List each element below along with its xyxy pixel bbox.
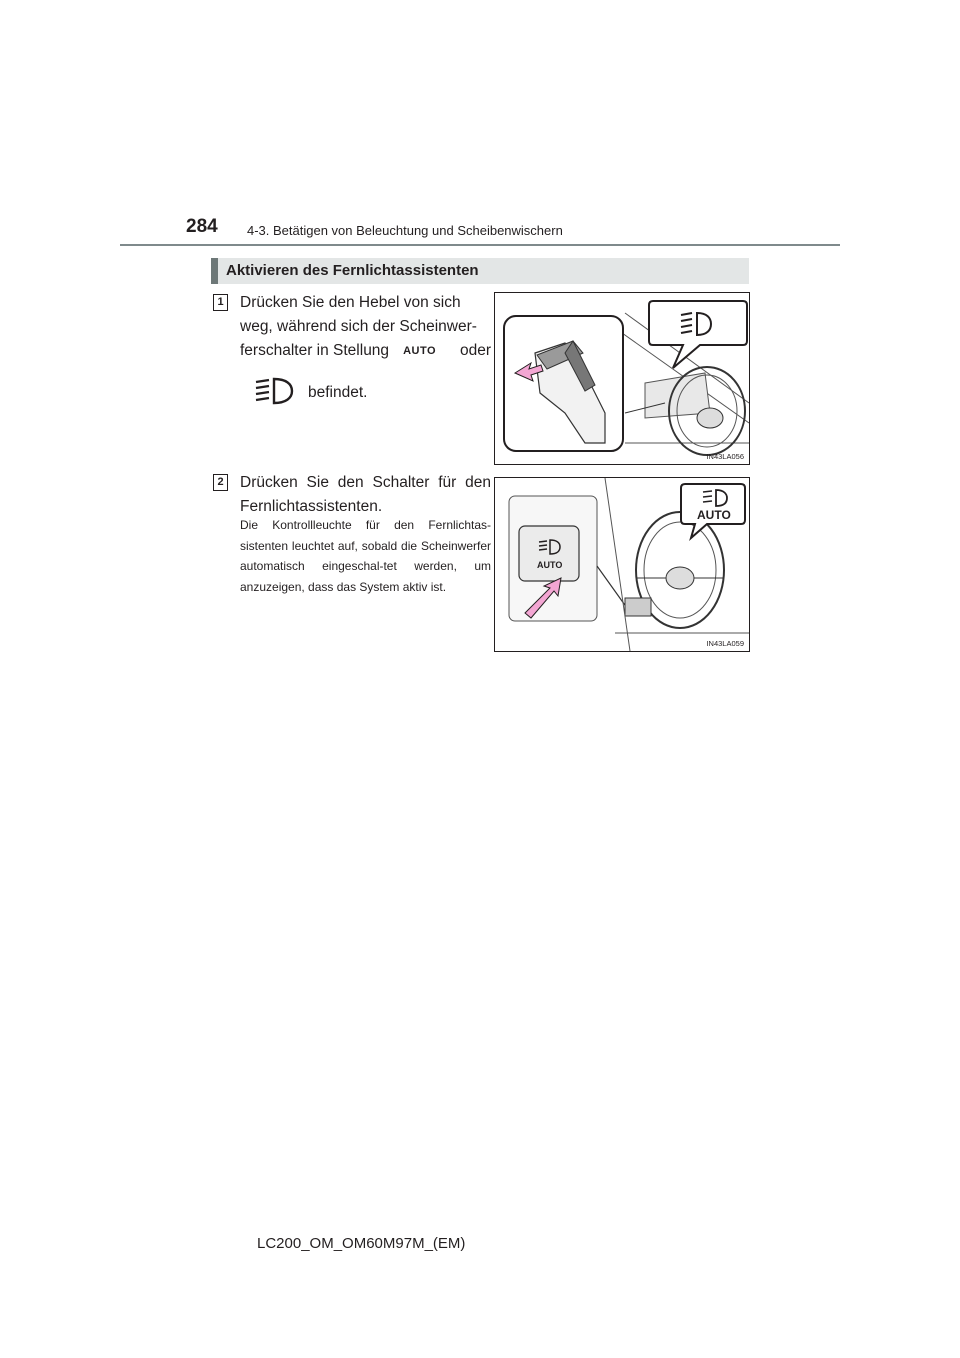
page-number: 284 [186, 216, 218, 237]
section-title: Aktivieren des Fernlichtassistenten [226, 262, 479, 279]
step-number-1: 1 [213, 294, 228, 311]
chapter-title: 4-3. Betätigen von Beleuchtung und Scheibenwischern [247, 223, 563, 238]
step-1-line-3 [240, 339, 491, 363]
step-2-text: Drücken Sie den Schalter für den Fernlichtassistenten. [240, 474, 491, 515]
lever-illustration [495, 293, 749, 464]
step-2-note: Die Kontrollleuchte für den Fernlichtas-sistenten leuchtet auf, sobald die Scheinwerfer automatisch eingeschal-tet werden, um anzuzeigen, dass das System aktiv ist. [240, 518, 491, 594]
auto-label-bubble: AUTO [697, 508, 731, 522]
step-1-line-1: Drücken Sie den Hebel von sich [240, 294, 461, 311]
section-heading-bar [211, 258, 749, 284]
step-1-line-3-a: ferschalter in Stellung [240, 342, 390, 359]
step-number-2: 2 [213, 474, 228, 491]
switch-illustration [495, 478, 749, 651]
figure-code-1: IN43LA056 [706, 452, 744, 461]
step-1-line-3-b: oder [459, 342, 491, 359]
figure-code-2: IN43LA059 [706, 639, 744, 648]
step-1-text [240, 291, 491, 339]
header-rule [120, 244, 840, 246]
headlight-high-beam-icon [252, 375, 296, 407]
step-1-line-4: befindet. [308, 384, 368, 401]
section-accent [211, 258, 218, 284]
auto-symbol-inline: AUTO [403, 345, 437, 357]
footer-doc-id: LC200_OM_OM60M97M_(EM) [257, 1235, 466, 1252]
step-1-line-2: weg, während sich der Scheinwer- [240, 318, 477, 335]
figure-switch-illustration [494, 477, 750, 652]
auto-label-switch: AUTO [537, 560, 563, 570]
figure-lever-illustration [494, 292, 750, 465]
